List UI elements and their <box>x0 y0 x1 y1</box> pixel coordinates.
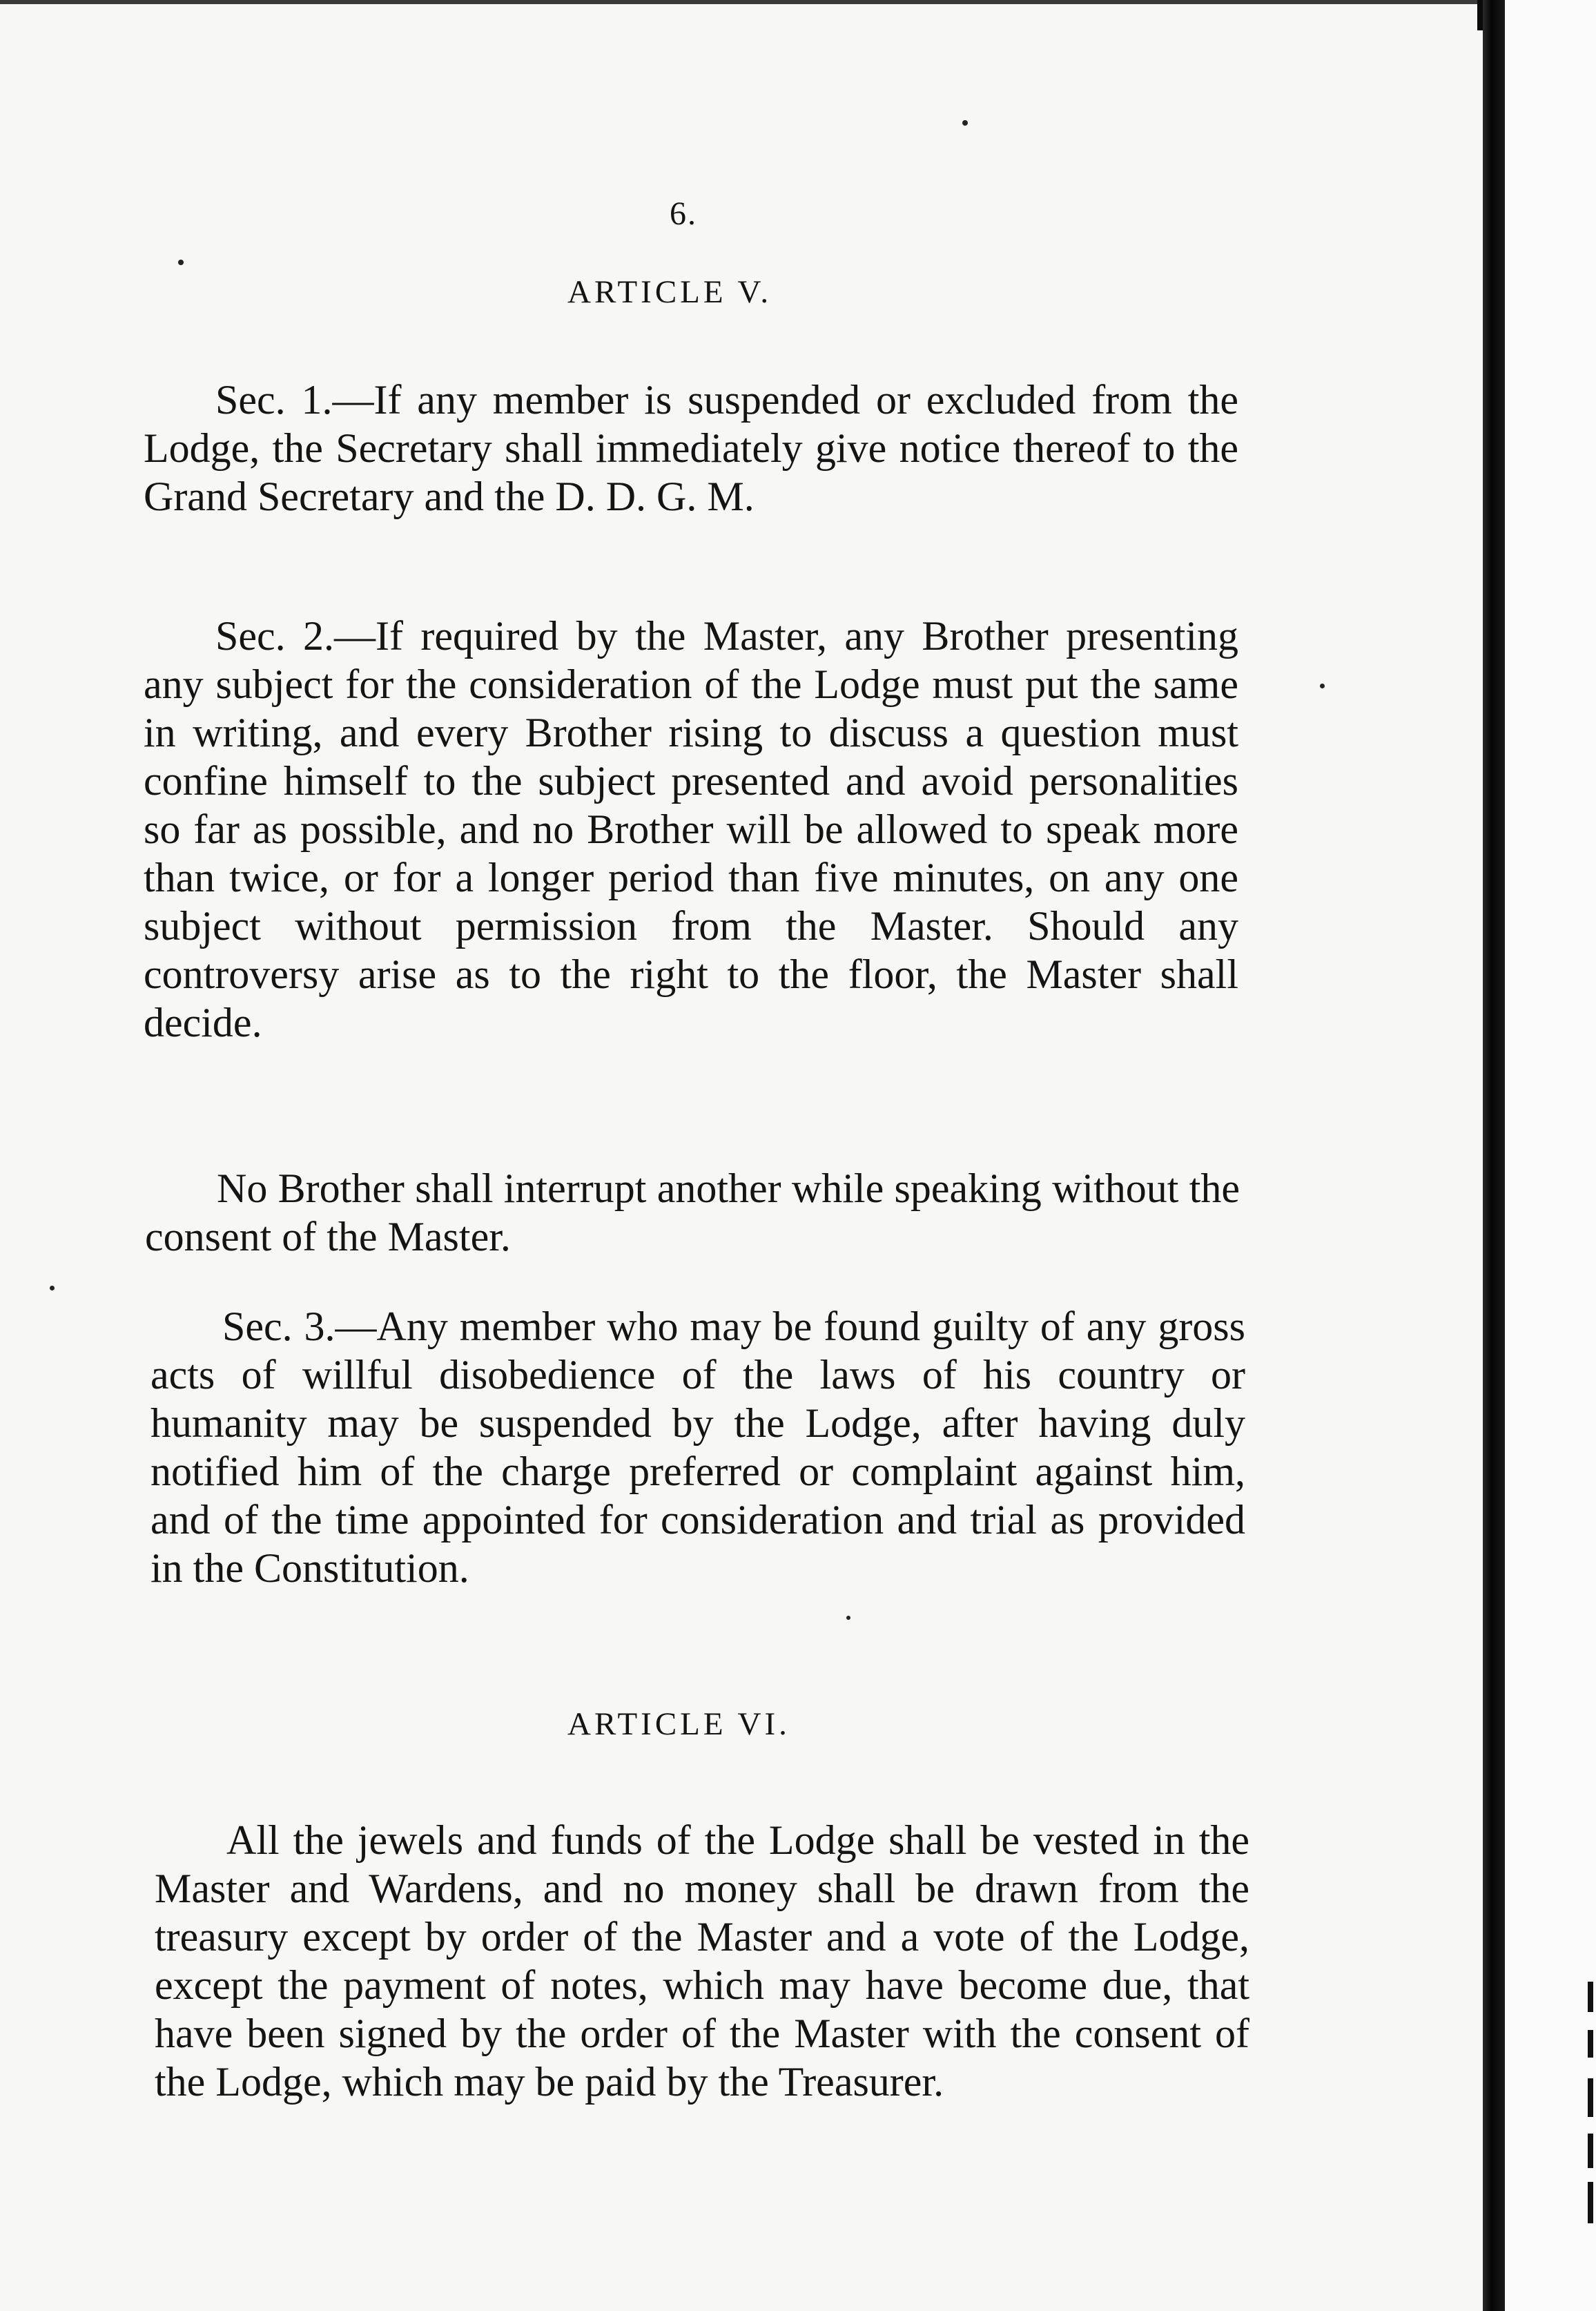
paper-speck <box>1320 684 1325 688</box>
paper-speck <box>962 120 968 126</box>
article-v-section-3: Sec. 3.—Any member who may be found guilty of any gross acts of willful disobedience of the laws of his country or humanity may be suspended by the Lodge, after having duly notified him of the charge preferred or complaint against him, and of the time appointed for consideration and trial as provided in the Constitution. <box>150 1304 1245 1591</box>
article-v-heading: ARTICLE V. <box>567 274 772 310</box>
page-number: 6. <box>670 195 697 232</box>
page-binding-edge <box>1483 0 1505 2311</box>
edge-mark <box>1588 2078 1593 2117</box>
article-vi-heading: ARTICLE VI. <box>567 1706 790 1742</box>
article-v-section-2-note: No Brother shall interrupt another while speaking without the consent of the Master. <box>145 1166 1240 1259</box>
page-top-edge <box>0 0 1596 4</box>
edge-mark <box>1588 1982 1593 2012</box>
edge-mark <box>1588 2134 1593 2168</box>
article-vi-body: All the jewels and funds of the Lodge shall be vested in the Master and Wardens, and no money shall be drawn from the treasury except by order of the Master and a vote of the Lodge, except the payment of notes, which may have become due, that have been signed by the order of the Master with the consent of the Lodge, which may be paid by the Treasurer. <box>155 1817 1249 2105</box>
paper-speck <box>178 260 184 265</box>
article-v-section-2: Sec. 2.—If required by the Master, any Brother presenting any subject for the consideration of the Lodge must put the same in writing, and every Brother rising to discuss a question must confine himself to the subject presented and avoid personalities so far as possible, and no Brother will be allowed to speak more than twice, or for a longer period than five minutes, on any one subject without permission from the Master. Should any controversy arise as to the right to the floor, the Master shall decide. <box>144 613 1238 1045</box>
adjacent-page-margin <box>1505 0 1596 2311</box>
edge-mark <box>1588 2182 1593 2223</box>
paper-speck <box>846 1616 850 1620</box>
paper-speck <box>50 1286 55 1290</box>
article-v-section-1: Sec. 1.—If any member is suspended or excluded from the Lodge, the Secretary shall immediately give notice thereof to the Grand Secretary and the D. D. G. M. <box>144 377 1238 519</box>
edge-mark <box>1588 2030 1593 2058</box>
